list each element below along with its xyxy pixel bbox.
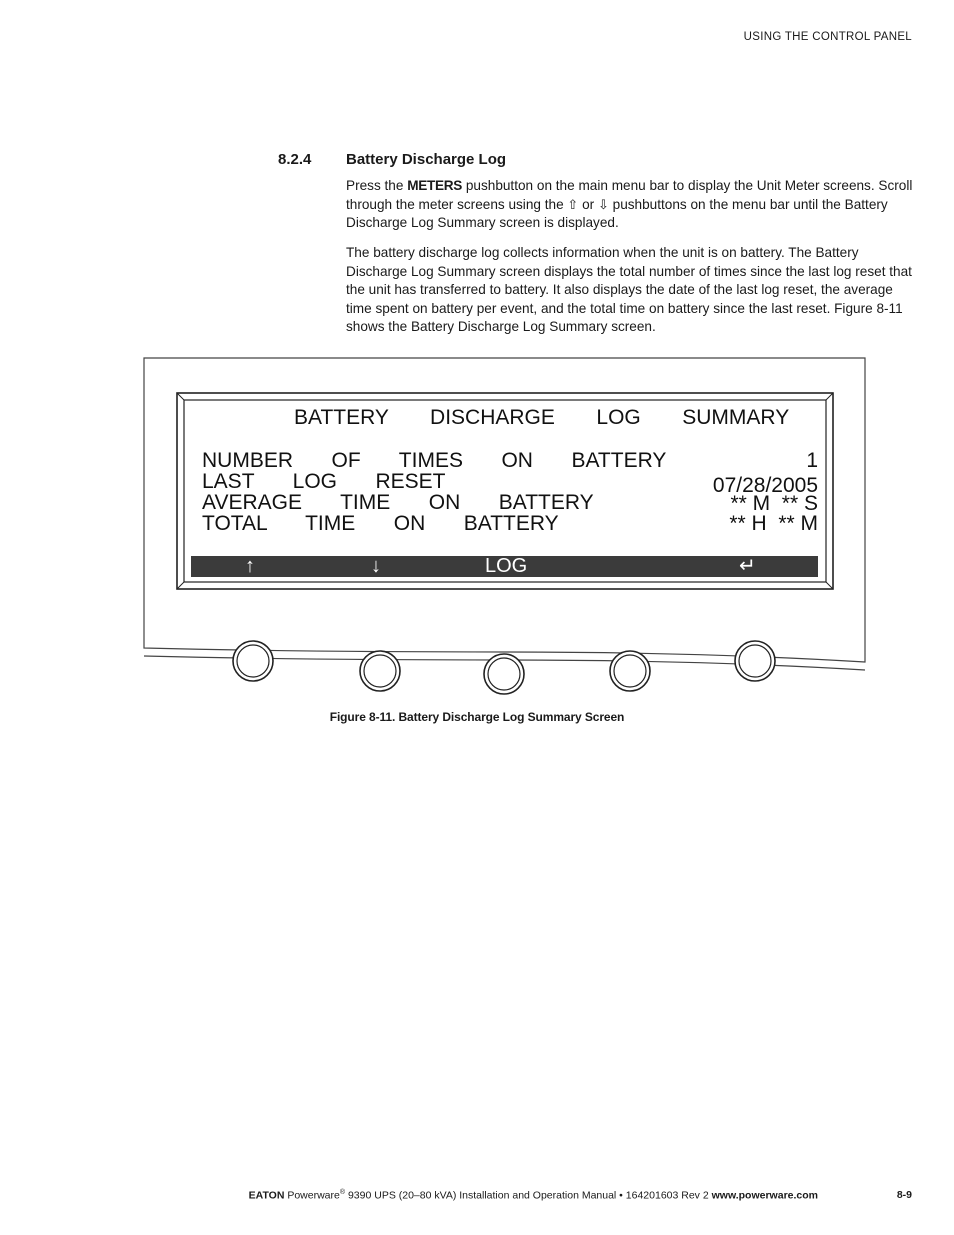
para1-text-d: pushbuttons on the menu bar until the Battery Discharge Log Summary screen is displayed. [346,196,888,230]
figure-caption: Figure 8-11. Battery Discharge Log Summary Screen [329,710,625,724]
lcd-menu-bar [191,556,818,577]
lcd-label-times-on-battery: NUMBER OF TIMES ON BATTERY [202,449,667,472]
lcd-label-average-time: AVERAGE TIME ON BATTERY [202,491,594,514]
menu-down-arrow-icon: ↓ [371,555,381,577]
lcd-value-last-log-reset: 07/28/2005 [712,474,818,497]
down-arrow-icon: ⇩ [597,196,609,212]
lcd-screen-title: BATTERY DISCHARGE LOG SUMMARY [294,406,790,429]
menu-log-label: LOG [485,555,528,577]
section-number: 8.2.4 [278,151,312,168]
page-footer [0,1189,818,1202]
section-title: Battery Discharge Log [346,151,507,168]
lcd-label-last-log-reset: LAST LOG RESET [202,470,446,493]
footer-url: www.powerware.com [711,1189,818,1202]
menu-up-arrow-icon: ↑ [245,555,255,577]
para1-text-a: Press the [346,178,408,193]
lcd-value-average-time: ** M ** S [730,492,818,515]
up-arrow-icon: ⇧ [567,196,579,212]
lcd-value-total-time: ** H ** M [729,512,818,535]
footer-manual-title: 9390 UPS (20–80 kVA) Installation and Operation Manual • 164201603 Rev 2 [345,1189,712,1202]
description-paragraph: The battery discharge log collects information when the unit is on battery. The Battery Discharge Log Summary screen displays the total number of times since the last log reset that the unit has transferred to battery. It also displays the date of the last log reset, the average time spent on battery per event, and the total time on battery since the last reset. Figure 8-11 shows the Battery Discharge Log Summary screen. [346,245,912,334]
lcd-label-total-time: TOTAL TIME ON BATTERY [202,512,559,535]
control-panel-figure [140,356,868,696]
intro-paragraph [346,177,916,233]
menu-enter-icon: ↵ [739,555,756,577]
page-number: 8-9 [896,1189,912,1201]
footer-registered-mark: ® [339,1189,346,1196]
footer-brand: EATON [248,1189,285,1202]
para1-text-c: or [578,196,598,212]
footer-product: Powerware [284,1189,340,1202]
meters-keyword: METERS [407,178,463,193]
lcd-value-times-on-battery: 1 [806,449,818,472]
running-header: USING THE CONTROL PANEL [743,31,912,43]
para1-text-b: pushbutton on the main menu bar to display the Unit Meter screens. Scroll through the meter screens using the [346,178,913,212]
